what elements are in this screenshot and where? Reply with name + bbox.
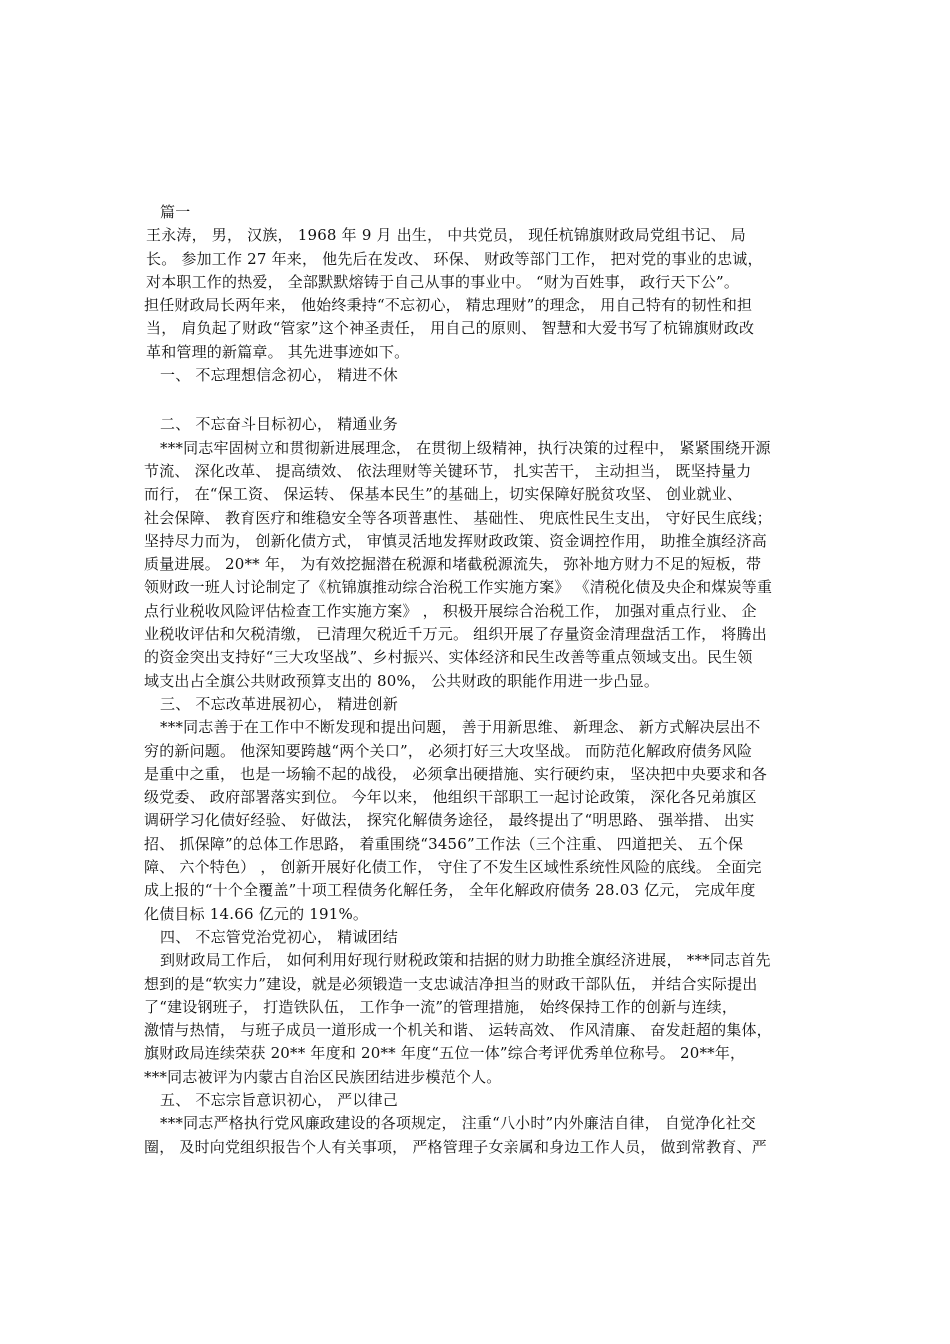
text-line: ***同志善于在工作中不断发现和提出问题， 善于用新思维、 新理念、 新方式解决层出不 [160, 718, 761, 737]
text-line: 穷的新问题。 他深知要跨越“两个关口”， 必须打好三大攻坚战。 而防范化解政府债务风险 [144, 741, 753, 760]
text-line: 王永涛， 男， 汉族， 1968 年 9 月 出生， 中共党员， 现任杭锦旗财政局党组书记、 局 [146, 226, 747, 245]
text-line: 成上报的“十个全覆盖”十项工程债务化解任务， 全年化解政府债务 28.03 亿元， 完成年度 [144, 881, 756, 900]
text-line: 了“建设钢班子， 打造铁队伍， 工作争一流”的管理措施， 始终保持工作的创新与连续， [144, 997, 738, 1016]
text-line: 点行业税收风险评估检查工作实施方案》 ， 积极开展综合治税工作， 加强对重点行业、 企 [144, 601, 757, 620]
section-paragraph [144, 716, 812, 926]
text-line: 旗财政局连续荣获 20** 年度和 20** 年度“五位一体”综合考评优秀单位称号。 20**年， [144, 1044, 746, 1063]
text-line: ***同志被评为内蒙古自治区民族团结进步模范个人。 [144, 1067, 502, 1086]
text-line: 业税收评估和欠税清缴， 已清理欠税近千万元。 组织开展了存量资金清理盘活工作， 将腾出 [144, 625, 767, 644]
text-line: 激情与热情， 与班子成员一道形成一个机关和谐、 运转高效、 作风清廉、 奋发赶超的集体， [144, 1021, 772, 1040]
text-line: 而行， 在“保工资、 保运转、 保基本民生”的基础上，切实保障好脱贫攻坚、 创业就业、 [144, 485, 743, 504]
text-line: 革和管理的新篇章。 其先进事迹如下。 [146, 342, 410, 361]
text-line: 的资金突出支持好“三大攻坚战”、乡村振兴、实体经济和民生改善等重点领域支出。民生领 [144, 648, 753, 667]
text-line: 担任财政局长两年来， 他始终秉持“不忘初心， 精忠理财”的理念， 用自己特有的韧性和担 [144, 296, 753, 315]
text-line: 级党委、 政府部署落实到位。 今年以来， 他组织干部职工一起讨论政策， 深化各兄弟旗区 [144, 788, 757, 807]
text-line: 长。 参加工作 27 年来， 他先后在发改、 环保、 财政等部门工作， 把对党的事业的忠诚， [146, 249, 763, 268]
text-line: 质量进展。 20** 年， 为有效挖掘潜在税源和堵截税源流失， 弥补地方财力不足的短板，带 [144, 555, 762, 574]
text-line: 域支出占全旗公共财政预算支出的 80%， 公共财政的职能作用进一步凸显。 [144, 671, 660, 690]
text-line: 化债目标 14.66 亿元的 191%。 [144, 904, 369, 923]
text-line: 当， 肩负起了财政“管家”这个神圣责任， 用自己的原则、 智慧和大爱书写了杭锦旗财政改 [146, 319, 755, 338]
text-line: 圈， 及时向党组织报告个人有关事项， 严格管理子女亲属和身边工作人员， 做到常教育、严 [144, 1137, 767, 1156]
text-line: 想到的是“软实力”建设，就是必须锻造一支忠诚洁净担当的财政干部队伍， 并结合实际提出 [144, 974, 758, 993]
document-body [144, 201, 812, 1159]
section-heading: 四、 不忘管党治党初心， 精诚团结 [160, 927, 398, 946]
text-line: ***同志牢固树立和贯彻新进展理念， 在贯彻上级精神，执行决策的过程中， 紧紧围绕开源 [160, 438, 771, 457]
section-paragraph [144, 437, 812, 693]
section-paragraph [144, 1112, 812, 1159]
text-line: 招、 抓保障”的总体工作思路， 着重围绕“3456”工作法（三个注重、 四道把关、 五个保 [144, 834, 744, 853]
section-heading: 五、 不忘宗旨意识初心， 严以律己 [160, 1090, 398, 1109]
text-line: 领财政一班人讨论制定了《杭锦旗推动综合治税工作实施方案》 《清税化债及央企和煤炭等重 [144, 578, 773, 597]
text-line: 到财政局工作后， 如何利用好现行财税政策和拮据的财力助推全旗经济进展， ***同志首先 [160, 951, 771, 970]
document-heading: 篇一 [160, 203, 191, 221]
text-line: 障、 六个特色） ， 创新开展好化债工作， 守住了不发生区域性系统性风险的底线。 全面完 [144, 858, 762, 877]
section-paragraph [144, 949, 812, 1089]
text-line: 节流、 深化改革、 提高绩效、 依法理财等关键环节， 扎实苦干， 主动担当， 既坚持量力 [144, 461, 752, 480]
text-line: ***同志严格执行党风廉政建设的各项规定， 注重“八小时”内外廉洁自律， 自觉净化社交 [160, 1114, 756, 1133]
text-line: 是重中之重， 也是一场输不起的战役， 必须拿出硬措施、实行硬约束， 坚决把中央要求和各 [144, 764, 767, 783]
blank-space [144, 387, 812, 413]
section-heading: 三、 不忘改革进展初心， 精进创新 [160, 694, 398, 713]
text-line: 社会保障、 教育医疗和维稳安全等各项普惠性、 基础性、 兜底性民生支出， 守好民生底线； [144, 508, 772, 527]
text-line: 坚持尽力而为， 创新化债方式， 审慎灵活地发挥财政政策、资金调控作用， 助推全旗经济高 [144, 531, 767, 550]
text-line: 调研学习化债好经验、 好做法， 探究化解债务途径， 最终提出了“明思路、 强举措、 出实 [144, 811, 755, 830]
section-heading: 二、 不忘奋斗目标初心， 精通业务 [160, 415, 398, 434]
intro-paragraph [144, 224, 812, 364]
text-line: 对本职工作的热爱， 全部默默熔铸于自己从事的事业中。 “财为百姓事， 政行天下公”。 [146, 272, 740, 291]
section-heading: 一、 不忘理想信念初心， 精进不休 [160, 366, 398, 385]
